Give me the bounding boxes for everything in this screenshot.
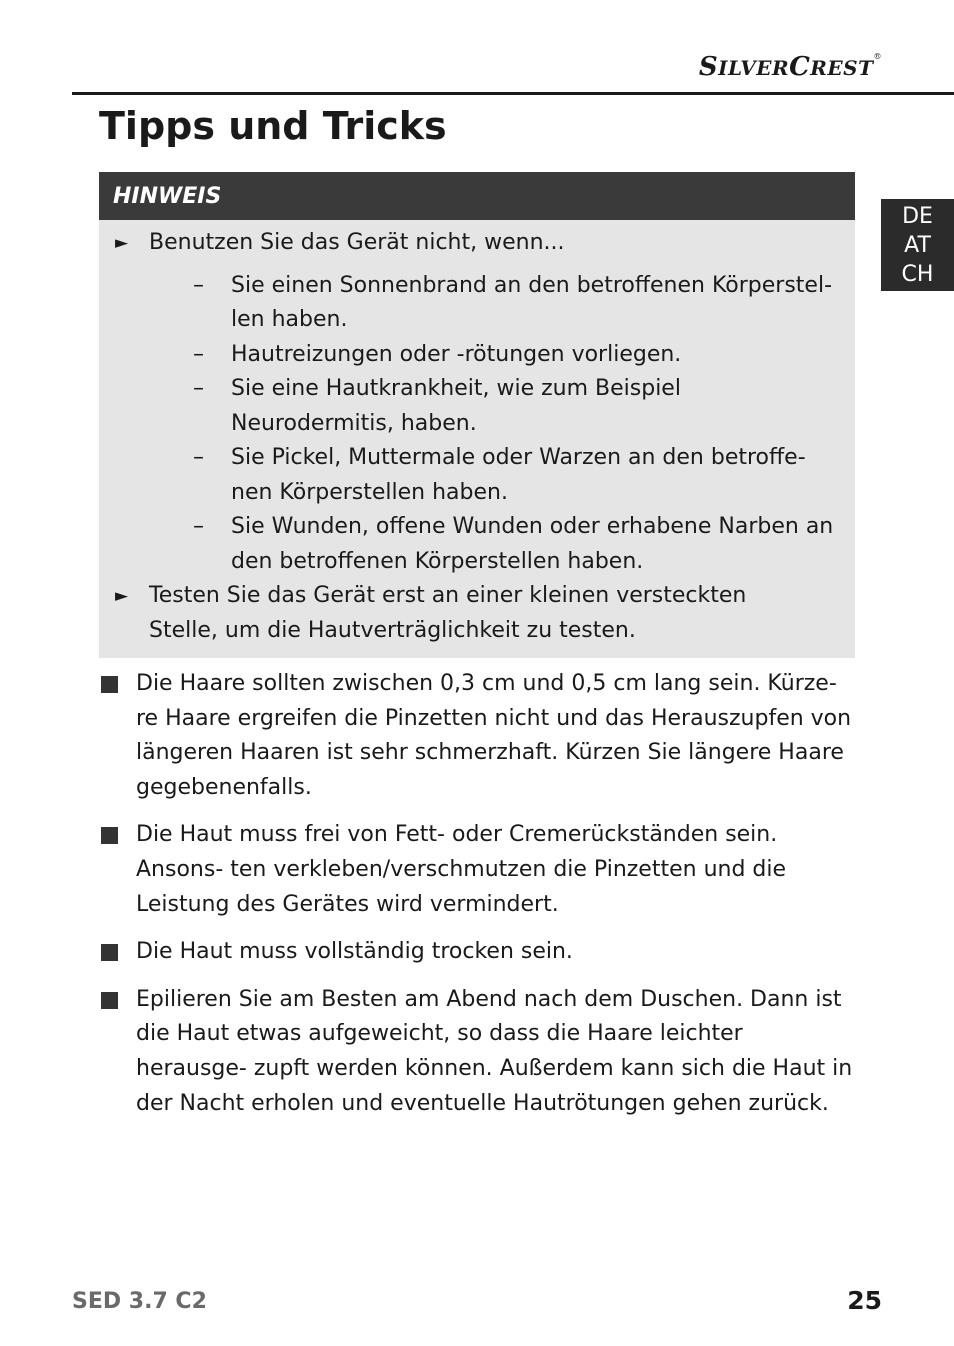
- list-item-text: Epilieren Sie am Besten am Abend nach dem Duschen. Dann ist die Haut etwas aufgeweicht, so dass die Haare leichter herausge- zupft werden können. Außerdem kann sich die Haut in der Nacht erholen und eventuelle Hautrötungen gehen zurück.: [136, 986, 853, 1116]
- arrow-icon: ►: [115, 586, 129, 606]
- list-item: [99, 818, 859, 922]
- dash-icon: –: [193, 376, 204, 401]
- list-item: [99, 667, 859, 805]
- tips-list: [99, 667, 859, 1134]
- note-header: HINWEIS: [99, 172, 855, 220]
- dash-icon: –: [193, 445, 204, 470]
- note-bullet: [99, 579, 855, 648]
- note-sub-item: [99, 441, 855, 510]
- list-item-text: Die Haare sollten zwischen 0,3 cm und 0,5 cm lang sein. Kürze- re Haare ergreifen die Pinzetten nicht und das Herauszupfen von längeren Haaren ist sehr schmerzhaft. Kürzen Sie längere Haare gegebenenfalls.: [136, 671, 852, 800]
- note-sub-item-text: Sie Wunden, offene Wunden oder erhabene Narben an den betroffenen Körperstellen haben.: [231, 514, 834, 574]
- note-sub-item: [99, 269, 855, 338]
- list-item: [99, 983, 859, 1121]
- note-body: [99, 220, 855, 648]
- note-sub-item: [99, 372, 855, 441]
- language-tab: [881, 199, 954, 291]
- brand-logo: SILVERCREST®: [698, 52, 882, 82]
- note-sub-item: [99, 338, 855, 373]
- note-sub-item-text: Sie einen Sonnenbrand an den betroffenen Körperstel- len haben.: [231, 272, 833, 332]
- note-sub-item-text: Sie Pickel, Muttermale oder Warzen an den betroffe- nen Körperstellen haben.: [231, 445, 806, 505]
- list-item-text: Die Haut muss frei von Fett- oder Cremerückständen sein. Ansons- ten verkleben/verschmutzen die Pinzetten und die Leistung des Gerätes wird vermindert.: [136, 822, 787, 917]
- note-sub-item-text: Hautreizungen oder -rötungen vorliegen.: [231, 341, 682, 367]
- page-number: 25: [847, 1286, 882, 1315]
- note-bullet: [99, 226, 855, 261]
- list-item: [99, 935, 859, 970]
- language-ch: CH: [901, 262, 934, 287]
- list-item-text: Die Haut muss vollständig trocken sein.: [136, 939, 573, 965]
- language-de: DE: [902, 204, 933, 229]
- note-sub-item: [99, 510, 855, 579]
- dash-icon: –: [193, 514, 204, 539]
- header-rule: [72, 92, 954, 95]
- note-sub-item-text: Sie eine Hautkrankheit, wie zum Beispiel Neurodermitis, haben.: [231, 376, 681, 436]
- note-box: [99, 172, 855, 658]
- page-title: Tipps und Tricks: [99, 104, 447, 148]
- arrow-icon: ►: [115, 233, 129, 253]
- note-bullet-text: Benutzen Sie das Gerät nicht, wenn...: [149, 230, 565, 255]
- dash-icon: –: [193, 341, 204, 367]
- footer-model: SED 3.7 C2: [72, 1289, 207, 1314]
- dash-icon: –: [193, 272, 204, 298]
- square-bullet-icon: [101, 992, 118, 1009]
- square-bullet-icon: [101, 827, 118, 844]
- language-at: AT: [904, 233, 931, 258]
- square-bullet-icon: [101, 944, 118, 961]
- square-bullet-icon: [101, 676, 118, 693]
- note-bullet-text: Testen Sie das Gerät erst an einer kleinen versteckten Stelle, um die Hautverträglichkeit zu testen.: [149, 583, 747, 643]
